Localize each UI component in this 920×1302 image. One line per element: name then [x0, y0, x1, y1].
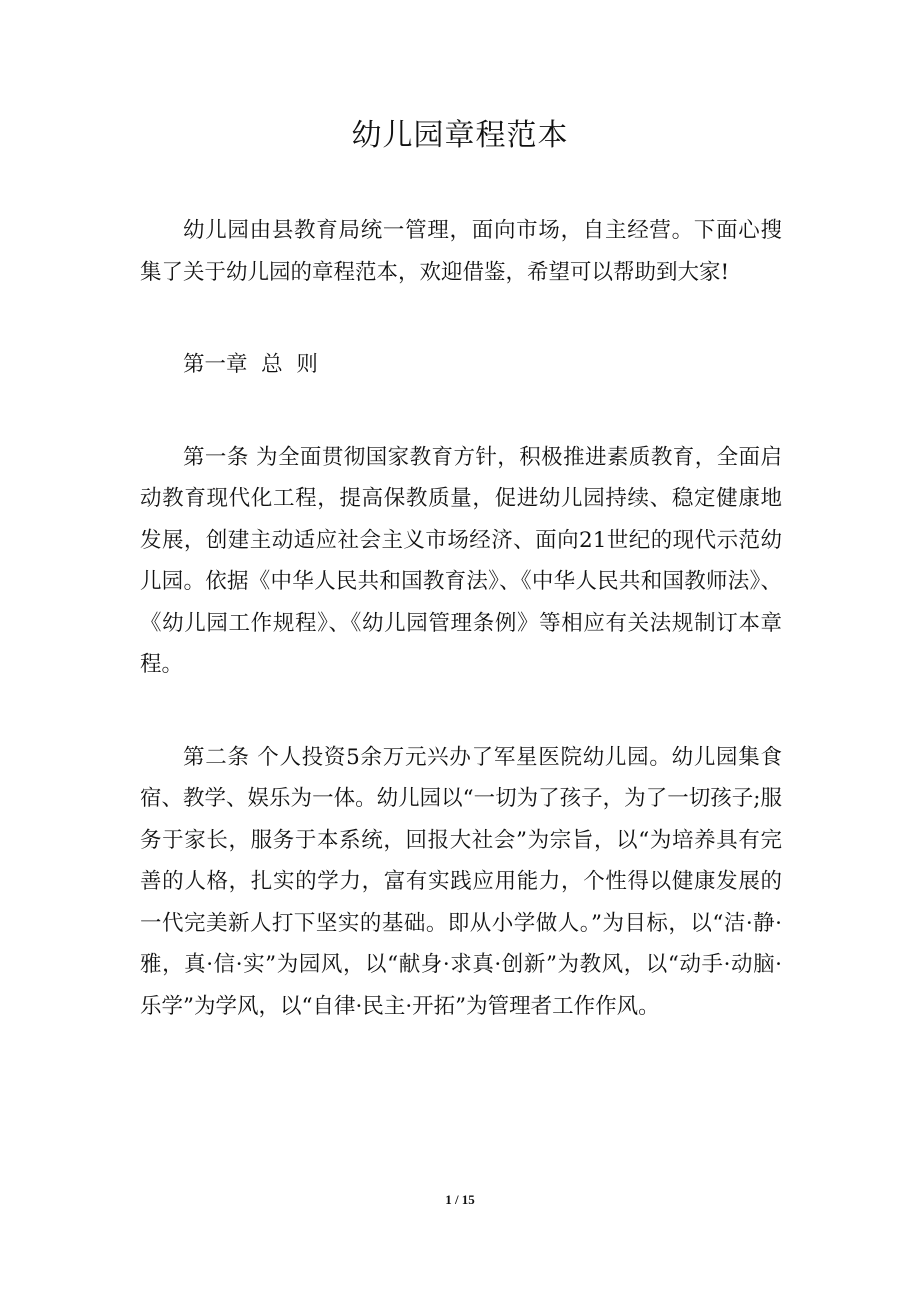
chapter-heading: 第一章 总 则 [183, 352, 318, 377]
document-title: 幼儿园章程范本 [351, 118, 569, 153]
article-1-paragraph: 第一条 为全面贯彻国家教育方针，积极推进素质教育，全面启动教育现代化工程，提高保教质量，促进幼儿园持续、稳定健康地发展，创建主动适应社会主义市场经济、面向21世纪的现代示范幼儿园。依据《中华人民共和国教育法》、《中华人民共和国教师法》、《幼儿园工作规程》、《幼儿园管理条例》等相应有关法规制订本章程。 [140, 444, 782, 677]
article-2-paragraph: 第二条 个人投资5余万元兴办了军星医院幼儿园。幼儿园集食宿、教学、娱乐为一体。幼儿园以“一切为了孩子，为了一切孩子;服务于家长，服务于本系统，回报大社会”为宗旨，以“为培养具有完善的人格，扎实的学力，富有实践应用能力，个性得以健康发展的一代完美新人打下坚实的基础。即从小学做人。”为目标，以“洁·静·雅，真·信·实”为园风，以“献身·求真·创新”为教风，以“动手·动脑·乐学”为学风，以“自律·民主·开拓”为管理者工作作风。 [140, 744, 782, 1019]
intro-paragraph: 幼儿园由县教育局统一管理，面向市场，自主经营。下面心搜集了关于幼儿园的章程范本，欢迎借鉴，希望可以帮助到大家! [140, 218, 782, 285]
document-body [140, 210, 782, 1078]
page-number: 1 / 15 [445, 1192, 475, 1207]
